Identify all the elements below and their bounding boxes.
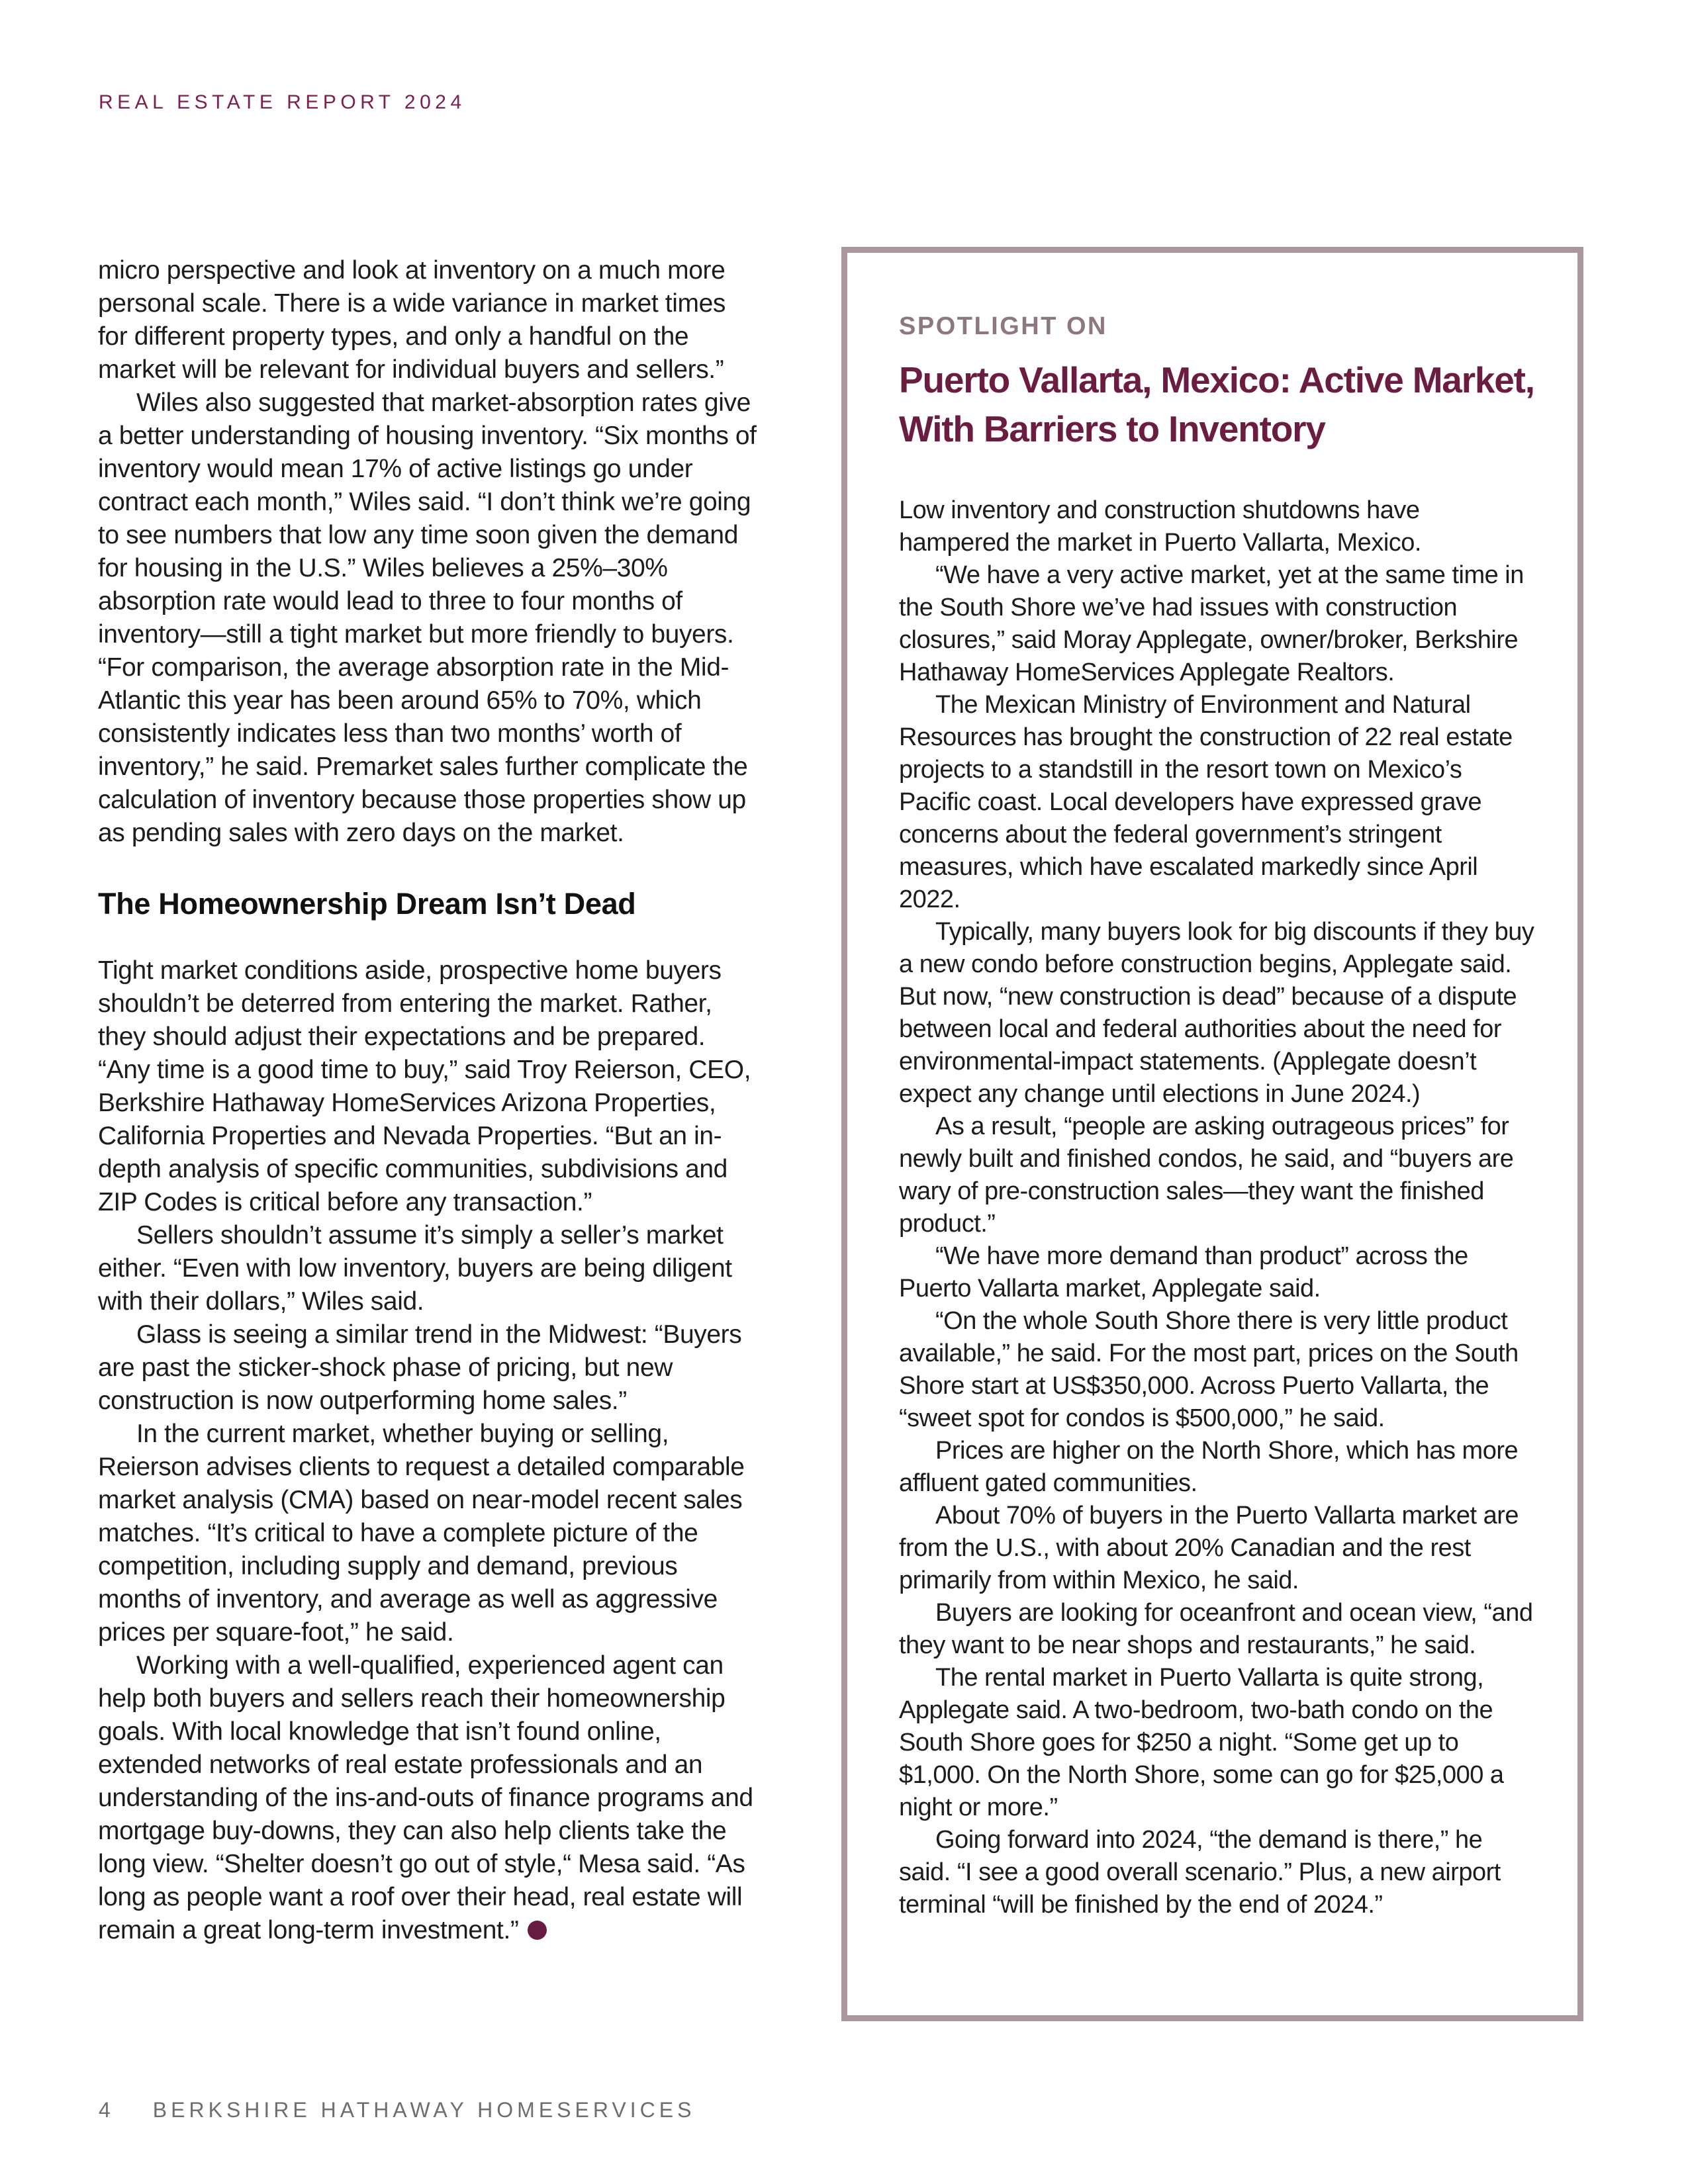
spotlight-eyebrow: SPOTLIGHT ON xyxy=(899,312,1107,340)
article-paragraph: Glass is seeing a similar trend in the Midwest: “Buyers are past the sticker-shock phase of pricing, but new construction is now outperforming home sales.” xyxy=(98,1320,742,1415)
spotlight-paragraph: Typically, many buyers look for big discounts if they buy a new condo before construction begins, Applegate said. But now, “new construction is dead” because of a dispute between local and federal authorities about the need for environmental-impact statements. (Applegate doesn’t expect any change until elections in June 2024.) xyxy=(899,918,1534,1108)
article-paragraph: Tight market conditions aside, prospective home buyers shouldn’t be deterred from entering the market. Rather, they should adjust their expectations and be prepared. “Any time is a good time to buy,” said Troy Reierson, CEO, Berkshire Hathaway HomeServices Arizona Properties, California Properties and Nevada Properties. “But an in-depth analysis of specific communities, subdivisions and ZIP Codes is critical before any transaction.” xyxy=(98,956,751,1216)
article-paragraph xyxy=(98,1649,760,1947)
spotlight-paragraph: Buyers are looking for oceanfront and ocean view, “and they want to be near shops and restaurants,” he said. xyxy=(899,1599,1533,1659)
spotlight-paragraph: “We have more demand than product” across the Puerto Vallarta market, Applegate said. xyxy=(899,1242,1468,1302)
spotlight-paragraph: The rental market in Puerto Vallarta is quite strong, Applegate said. A two-bedroom, two-bath condo on the South Shore goes for $250 a night. “Some get up to $1,000. On the North Shore, some can go for $25,000 a night or more.” xyxy=(899,1664,1504,1821)
spotlight-panel xyxy=(841,247,1583,2021)
spotlight-paragraph: The Mexican Ministry of Environment and Natural Resources has brought the construction of 22 real estate projects to a standstill in the resort town on Mexico’s Pacific coast. Local developers have expressed grave concerns about the federal government’s stringent measures, which have escalated markedly since April 2022. xyxy=(899,691,1513,913)
spotlight-paragraph: “On the whole South Shore there is very little product available,” he said. For the most part, prices on the South Shore start at US$350,000. Across Puerto Vallarta, the “sweet spot for condos is $500,000,” he said. xyxy=(899,1307,1519,1432)
page-number: 4 xyxy=(99,2098,115,2122)
spotlight-paragraph: Low inventory and construction shutdowns have hampered the market in Puerto Vallarta, Mexico. xyxy=(899,496,1421,557)
section-heading: The Homeownership Dream Isn’t Dead xyxy=(98,887,636,921)
article-paragraph: micro perspective and look at inventory on a much more personal scale. There is a wide variance in market times for different property types, and only a handful on the market will be relevant for individual buyers and sellers.” xyxy=(98,256,726,384)
report-kicker: REAL ESTATE REPORT 2024 xyxy=(99,91,466,113)
spotlight-paragraph: About 70% of buyers in the Puerto Vallarta market are from the U.S., with about 20% Canadian and the rest primarily from within Mexico, he said. xyxy=(899,1502,1519,1594)
spotlight-body xyxy=(899,494,1535,1921)
spotlight-paragraph: “We have a very active market, yet at the same time in the South Shore we’ve had issues with construction closures,” said Moray Applegate, owner/broker, Berkshire Hathaway HomeServices Applegate Realtors. xyxy=(899,561,1524,686)
end-of-article-icon xyxy=(528,1921,547,1940)
article-body-column xyxy=(98,254,760,1947)
footer-brand: BERKSHIRE HATHAWAY HOMESERVICES xyxy=(152,2098,696,2122)
spotlight-title: Puerto Vallarta, Mexico: Active Market, With Barriers to Inventory xyxy=(899,359,1534,449)
spotlight-paragraph: As a result, “people are asking outrageous prices” for newly built and finished condos, he said, and “buyers are wary of pre-construction sales—they want the finished product.” xyxy=(899,1113,1514,1238)
article-paragraph: Wiles also suggested that market-absorption rates give a better understanding of housing inventory. “Six months of inventory would mean 17% of active listings go under contract each month,” Wiles said. “I don’t think we’re going to see numbers that low any time soon given the demand for housing in the U.S.” Wiles believes a 25%–30% absorption rate would lead to three to four months of inventory—still a tight market but more friendly to buyers. “For comparison, the average absorption rate in the Mid-Atlantic this year has been around 65% to 70%, which consistently indicates less than two months’ worth of inventory,” he said. Premarket sales further complicate the calculation of inventory because those properties show up as pending sales with zero days on the market. xyxy=(98,388,757,847)
article-paragraph: Sellers shouldn’t assume it’s simply a seller’s market either. “Even with low inventory, buyers are being diligent with their dollars,” Wiles said. xyxy=(98,1221,732,1316)
spotlight-paragraph: Going forward into 2024, “the demand is there,” he said. “I see a good overall scenario.” Plus, a new airport terminal “will be finished by the end of 2024.” xyxy=(899,1826,1501,1919)
article-paragraph: In the current market, whether buying or selling, Reierson advises clients to request a detailed comparable market analysis (CMA) based on near-model recent sales matches. “It’s critical to have a complete picture of the competition, including supply and demand, previous months of inventory, and average as well as aggressive prices per square-foot,” he said. xyxy=(98,1420,745,1647)
article-paragraph-text: Working with a well-qualified, experienced agent can help both buyers and sellers reach their homeownership goals. With local knowledge that isn’t found online, extended networks of real estate professionals and an understanding of the ins-and-outs of finance programs and mortgage buy-downs, they can also help clients take the long view. “Shelter doesn’t go out of style,“ Mesa said. “As long as people want a roof over their head, real estate will remain a great long-term investment.” xyxy=(98,1651,753,1944)
page-footer xyxy=(99,2098,695,2122)
spotlight-paragraph: Prices are higher on the North Shore, which has more affluent gated communities. xyxy=(899,1437,1519,1497)
